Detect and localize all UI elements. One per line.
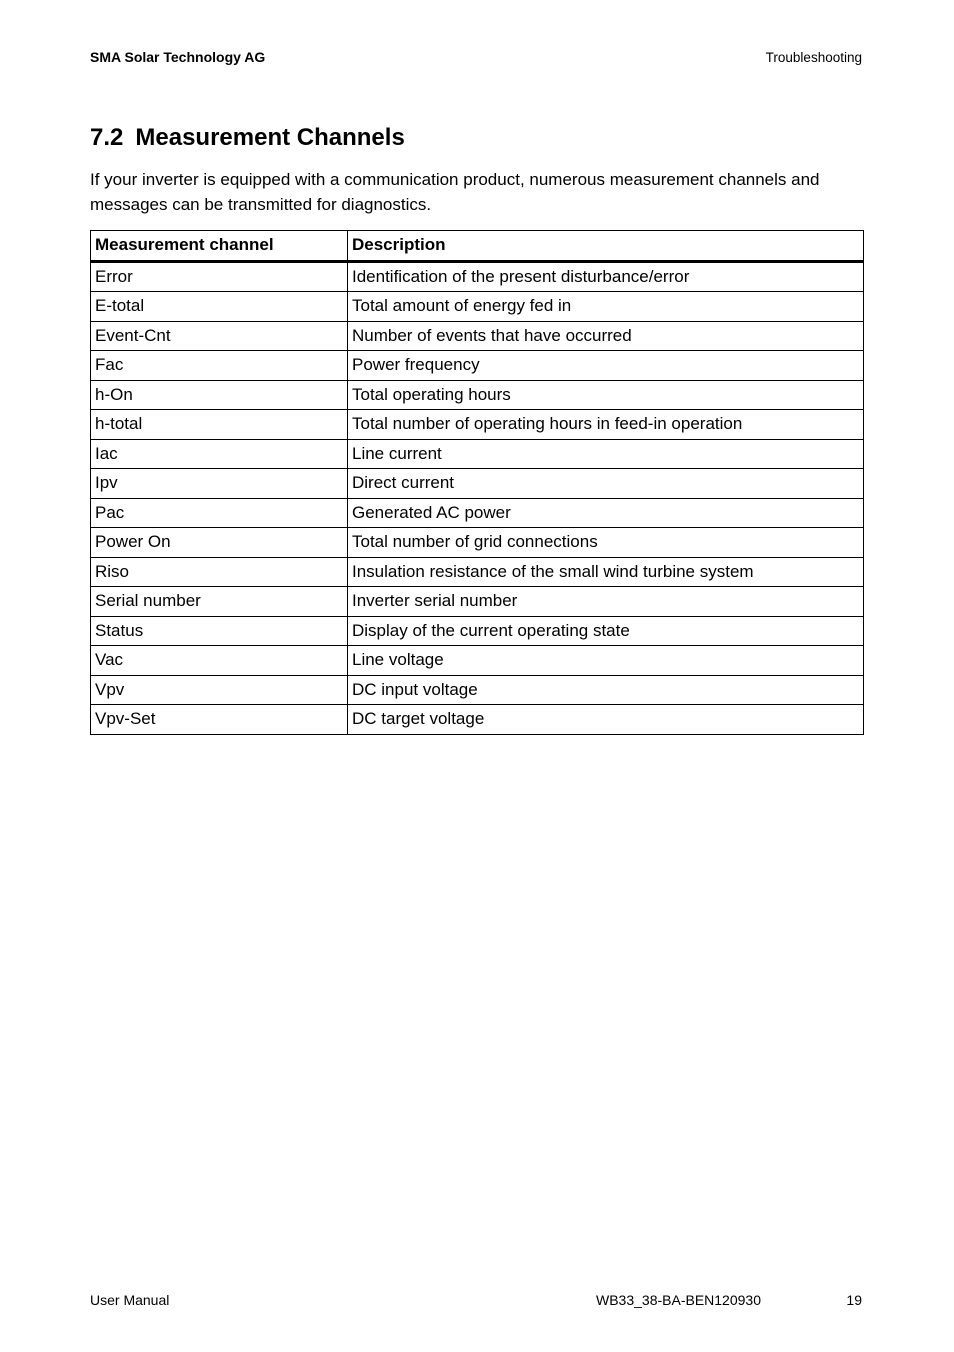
description-cell: Line current bbox=[348, 439, 864, 469]
channel-cell: Iac bbox=[91, 439, 348, 469]
table-header-row bbox=[91, 231, 864, 262]
channel-cell: Vac bbox=[91, 646, 348, 676]
description-cell: DC input voltage bbox=[348, 675, 864, 705]
column-header-description: Description bbox=[348, 231, 864, 262]
description-cell: Generated AC power bbox=[348, 498, 864, 528]
channel-cell: h-On bbox=[91, 380, 348, 410]
description-cell: Line voltage bbox=[348, 646, 864, 676]
description-cell: Number of events that have occurred bbox=[348, 321, 864, 351]
description-cell: Inverter serial number bbox=[348, 587, 864, 617]
section-title-text: Measurement Channels bbox=[135, 124, 405, 151]
section-number: 7.2 bbox=[90, 124, 124, 151]
table-row bbox=[91, 292, 864, 322]
table-row bbox=[91, 261, 864, 292]
table-row bbox=[91, 351, 864, 381]
description-cell: Total operating hours bbox=[348, 380, 864, 410]
description-cell: Total number of grid connections bbox=[348, 528, 864, 558]
description-cell: Power frequency bbox=[348, 351, 864, 381]
description-cell: Total number of operating hours in feed-in operation bbox=[348, 410, 864, 440]
channel-cell: Power On bbox=[91, 528, 348, 558]
header-chapter: Troubleshooting bbox=[765, 50, 862, 65]
description-cell: Direct current bbox=[348, 469, 864, 499]
footer-doc-type: User Manual bbox=[90, 1292, 170, 1308]
description-cell: Total amount of energy fed in bbox=[348, 292, 864, 322]
channel-cell: Vpv bbox=[91, 675, 348, 705]
channel-cell: E-total bbox=[91, 292, 348, 322]
channel-cell: Event-Cnt bbox=[91, 321, 348, 351]
channel-cell: Serial number bbox=[91, 587, 348, 617]
page-number: 19 bbox=[846, 1292, 862, 1308]
channel-cell: Pac bbox=[91, 498, 348, 528]
description-cell: Insulation resistance of the small wind turbine system bbox=[348, 557, 864, 587]
table-row bbox=[91, 646, 864, 676]
table-row bbox=[91, 498, 864, 528]
channel-cell: h-total bbox=[91, 410, 348, 440]
table-row bbox=[91, 705, 864, 735]
intro-paragraph: If your inverter is equipped with a communication product, numerous measurement channels and messages can be transmitted for diagnostics. bbox=[90, 170, 820, 214]
footer-doc-code: WB33_38-BA-BEN120930 bbox=[596, 1292, 761, 1308]
channel-cell: Error bbox=[91, 261, 348, 292]
table-row bbox=[91, 587, 864, 617]
table-row bbox=[91, 675, 864, 705]
channel-cell: Status bbox=[91, 616, 348, 646]
channel-cell: Fac bbox=[91, 351, 348, 381]
description-cell: Display of the current operating state bbox=[348, 616, 864, 646]
table-row bbox=[91, 439, 864, 469]
measurement-channels-table bbox=[90, 230, 864, 735]
description-cell: DC target voltage bbox=[348, 705, 864, 735]
header-company: SMA Solar Technology AG bbox=[90, 49, 266, 65]
table-row bbox=[91, 321, 864, 351]
channel-cell: Riso bbox=[91, 557, 348, 587]
table-row bbox=[91, 380, 864, 410]
table-row bbox=[91, 557, 864, 587]
description-cell: Identification of the present disturbance/error bbox=[348, 261, 864, 292]
table-row bbox=[91, 410, 864, 440]
section-title bbox=[90, 124, 405, 152]
channel-cell: Vpv-Set bbox=[91, 705, 348, 735]
table-row bbox=[91, 616, 864, 646]
channel-cell: Ipv bbox=[91, 469, 348, 499]
column-header-channel: Measurement channel bbox=[91, 231, 348, 262]
table-row bbox=[91, 528, 864, 558]
table-row bbox=[91, 469, 864, 499]
